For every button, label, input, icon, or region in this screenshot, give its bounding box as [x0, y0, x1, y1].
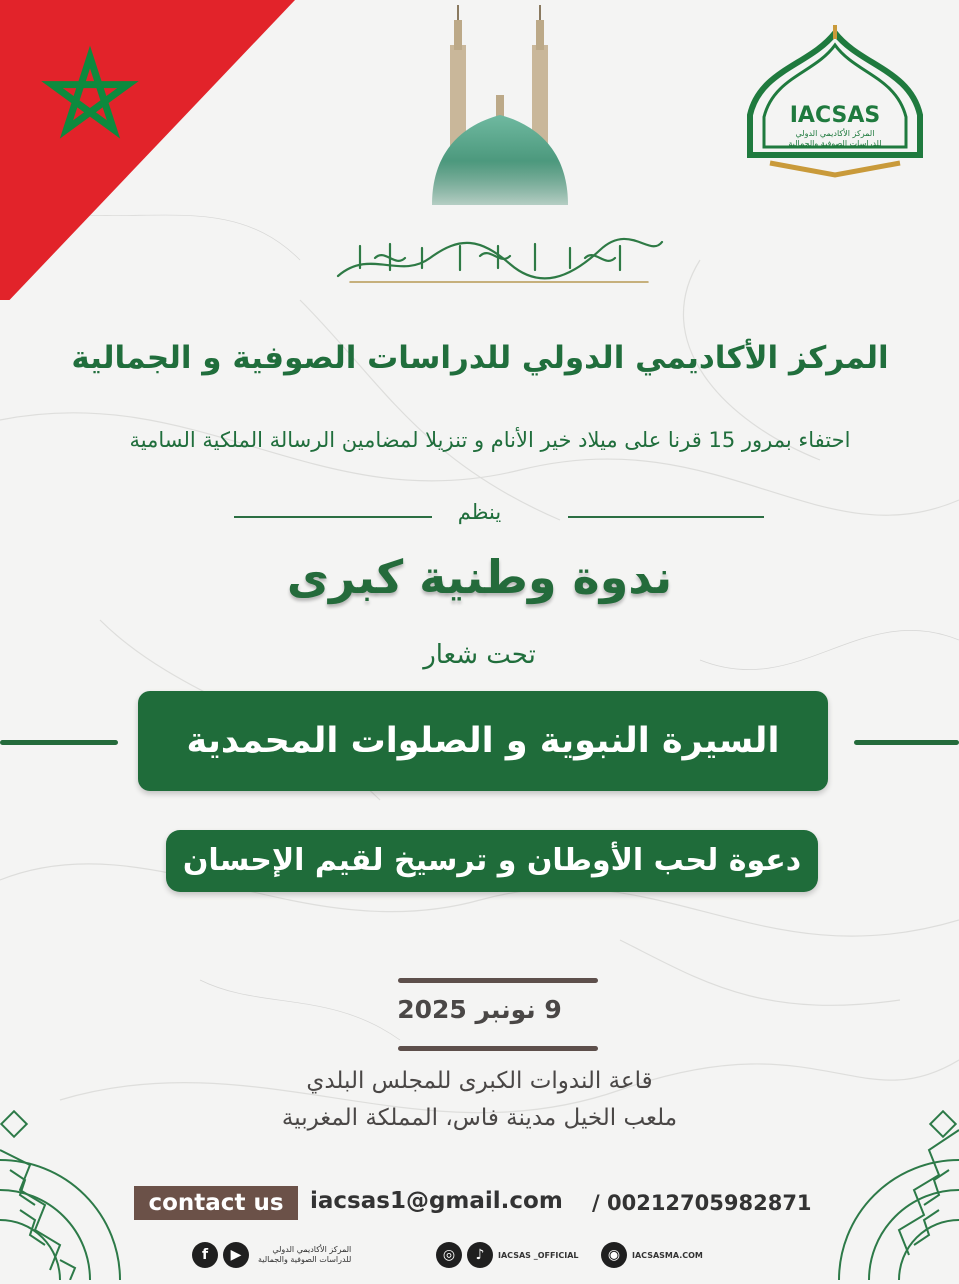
logo-name [760, 129, 910, 149]
instagram-handle[interactable]: IACSAS _OFFICIAL [498, 1250, 579, 1260]
tiktok-icon[interactable]: ♪ [467, 1242, 493, 1268]
instagram-icon[interactable]: ◎ [436, 1242, 462, 1268]
venue-line2: ملعب الخيل مدينة فاس، المملكة المغربية [281, 1105, 678, 1131]
calligraphy-text [330, 228, 331, 229]
footer-org-name [258, 1245, 351, 1265]
occasion-text: احتفاء بمرور 15 قرنا على ميلاد خير الأنام و تنزيلا لمضامين الرسالة الملكية السامية [129, 428, 851, 452]
event-title: ندوة وطنية كبرى [286, 550, 673, 604]
logo-acronym: IACSAS [789, 103, 881, 128]
globe-icon[interactable]: ◉ [601, 1242, 627, 1268]
date-bottom-bar [398, 1046, 598, 1051]
slogan-side-line-right [854, 740, 959, 745]
date-top-bar [398, 978, 598, 983]
organizes-label: ينظم [457, 500, 502, 524]
footer-instagram-tiktok [436, 1242, 579, 1268]
iacsas-logo [740, 25, 930, 185]
contact-email[interactable]: iacsas1@gmail.com [310, 1188, 563, 1214]
tagline-banner [166, 830, 818, 892]
right-corner-pattern [829, 1110, 959, 1284]
slogan-text: السيرة النبوية و الصلوات المحمدية [186, 721, 780, 761]
event-date: 9 نونبر 2025 [397, 995, 562, 1024]
tagline-text: دعوة لحب الأوطان و ترسيخ لقيم الإحسان [182, 843, 802, 878]
facebook-icon[interactable]: f [192, 1242, 218, 1268]
left-corner-pattern [0, 1110, 130, 1284]
footer-facebook-youtube [192, 1242, 351, 1268]
slogan-banner [138, 691, 828, 791]
quran-calligraphy [330, 228, 670, 288]
logo-name-line1: المركز الأكاديمي الدولي [795, 129, 875, 138]
green-dome-icon [420, 5, 590, 229]
right-divider [568, 516, 764, 518]
contact-phone[interactable]: / 00212705982871 [592, 1191, 812, 1215]
contact-us-label: contact us [134, 1186, 298, 1220]
youtube-icon[interactable]: ▶ [223, 1242, 249, 1268]
venue-line1: قاعة الندوات الكبرى للمجلس البلدي [306, 1068, 653, 1094]
slogan-side-line-left [0, 740, 118, 745]
footer-org-line2: للدراسات الصوفية والجمالية [258, 1255, 352, 1264]
footer-org-line1: المركز الأكاديمي الدولي [272, 1245, 352, 1254]
logo-name-line2: للدراسات الصوفية والجمالية [788, 139, 882, 148]
footer-website [601, 1242, 703, 1268]
organization-name: المركز الأكاديمي الدولي للدراسات الصوفية و الجمالية [71, 340, 889, 376]
moroccan-flag [0, 0, 300, 304]
slogan-label: تحت شعار [423, 640, 536, 670]
website-link[interactable]: IACSASMA.COM [632, 1250, 703, 1260]
